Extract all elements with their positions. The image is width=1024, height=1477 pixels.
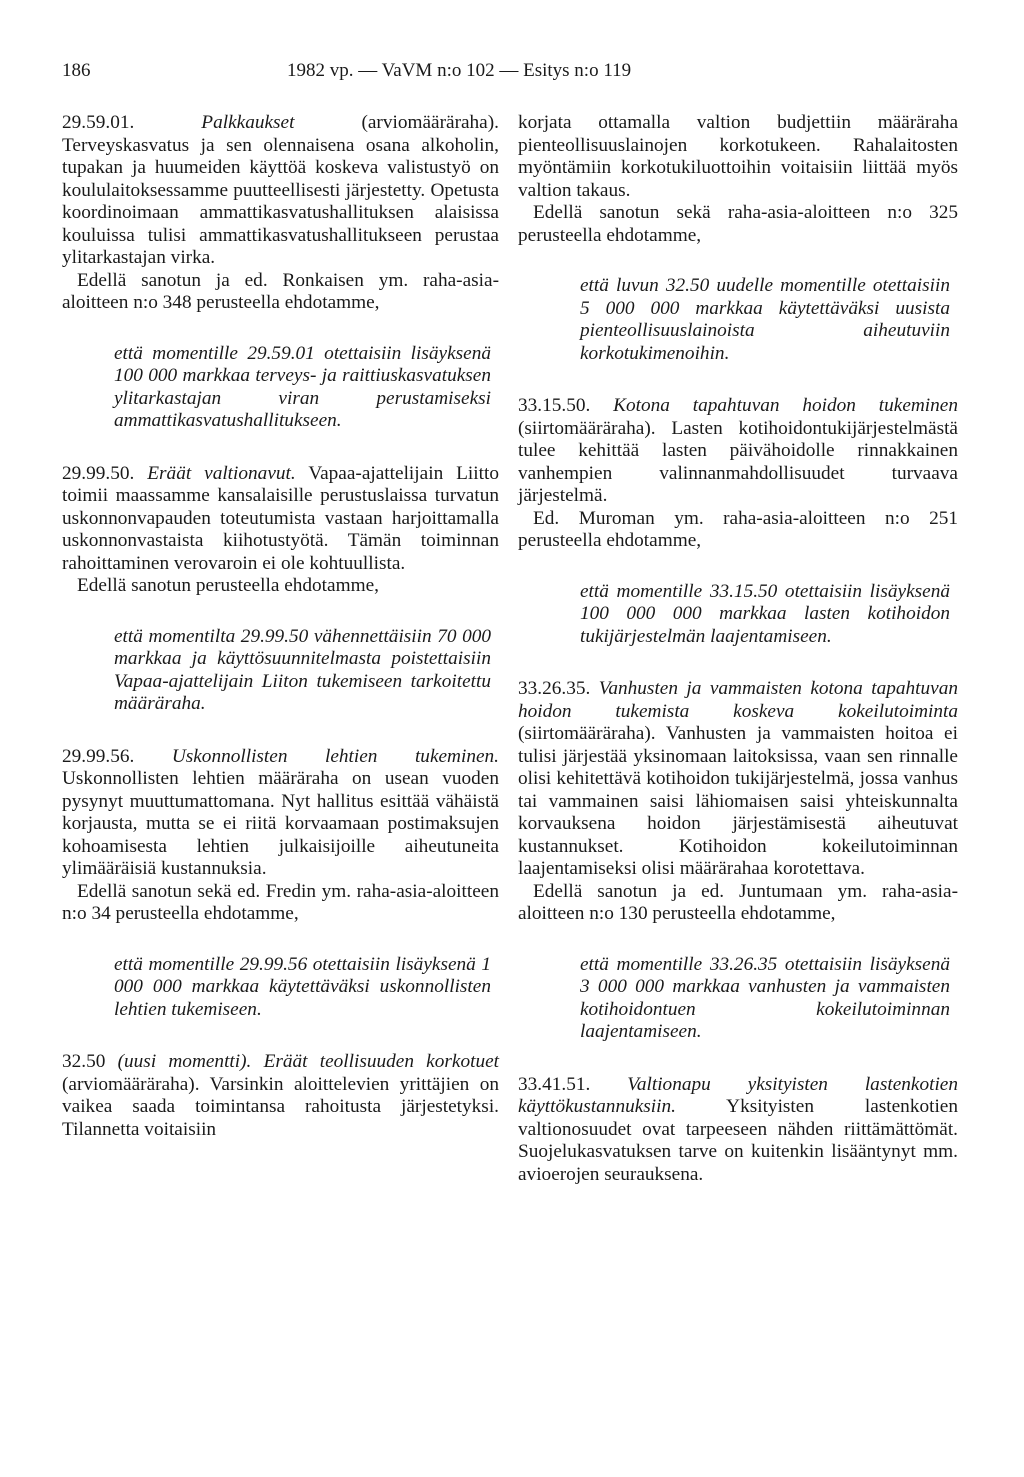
section-33-41-51 [518, 1074, 958, 1187]
item-type: (siirtomääräraha). [518, 723, 656, 744]
item-title: Uskonnollisten lehtien tukeminen. [171, 745, 499, 767]
item-code: 33.26.35. [518, 678, 591, 699]
section-29-99-56 [62, 746, 499, 881]
section-29-99-50 [62, 463, 499, 576]
right-column [518, 112, 958, 1186]
proposal-text: että momentille 29.59.01 otettaisiin lisäyksenä 100 000 markkaa terveys- ja raittiuskasvatuksen ylitarkastajan viran perustamiseksi ammattikasvatushallitukseen. [114, 342, 491, 431]
item-text: Vapaa-ajattelijain Liitto toimii maassamme kansalaisille perustuslaissa turvatun uskonnonvapauden toteutumista vastaan harjoittamalla uskonnonvastaista kiihotustyötä. Tämän toiminnan rahoittaminen verovaroin ei ole kohtuullista. [62, 462, 499, 574]
item-type: (arviomääräraha). [62, 1073, 200, 1095]
item-text: Yksityisten lastenkotien valtionosuudet ovat tarpeeseen nähden riittämättömät. Suojelukasvatuksen tarve on kuitenkin lisääntynyt mm. avioerojen seurauksena. [518, 1096, 959, 1185]
item-code: 33.15.50. [518, 395, 591, 416]
motion-text: Edellä sanotun ja ed. Juntumaan ym. raha-asia-aloitteen n:o 130 perusteella ehdotamme, [518, 880, 958, 924]
item-text: Lasten kotihoidontukijärjestelmästä tulee kehittää lasten päivähoidolle rinnakkainen vanhempien valinnanmahdollisuudet turvaava järjestelmä. [518, 417, 958, 506]
section-32-50 [62, 1051, 499, 1141]
motion-text: Edellä sanotun ja ed. Ronkaisen ym. raha-asia-aloitteen n:o 348 perusteella ehdotamme, [62, 269, 499, 313]
item-type: (siirtomääräraha). [518, 417, 656, 439]
item-title: Palkkaukset [201, 112, 295, 133]
item-title: Valtionapu yksityisten lastenkotien käyttökustannuksiin. [518, 1073, 958, 1117]
item-code: 33.41.51. [518, 1073, 591, 1095]
section-29-59-01 [62, 112, 499, 270]
item-code: 29.59.01. [62, 112, 135, 133]
item-code: 32.50 [62, 1051, 106, 1072]
item-code: 29.99.56. [62, 745, 135, 767]
item-text: Varsinkin aloittelevien yrittäjien on vaikea saada toimintansa rahoitusta järjestetyksi. Tilannetta voitaisiin [62, 1073, 499, 1140]
page-header [62, 60, 962, 90]
section-33-26-35 [518, 678, 958, 881]
item-type: (arviomääräraha). [361, 112, 499, 133]
proposal-text: että momentille 33.26.35 otettaisiin lisäyksenä 3 000 000 markkaa vanhusten ja vammaisten kotihoidontuen kokeilutoiminnan laajentamiseen. [580, 953, 950, 1042]
section-32-50-continued: korjata ottamalla valtion budjettiin määräraha pienteollisuuslainojen korkotukeen. Rahalaitosten myöntämiin korkotukiluottoihin voitaisiin liittää myös valtion takaus. [518, 112, 958, 201]
item-text: Uskonnollisten lehtien määräraha on usean vuoden pysynyt muuttumattomana. Nyt hallitus esittää vähäistä korjausta, mutta se ei riitä korvaamaan postimaksujen kohoamisesta lehtien julkaisijoille aiheutuneita ylimääräisiä kustannuksia. [62, 768, 499, 879]
item-text: Terveyskasvatus ja sen olennaisena osana alkoholin, tupakan ja huumeiden käyttöä koskeva valistustyö on koululaitoksessamme puutteellisesti järjestetty. Opetusta koordinoimaan ammattikasvatushallituksen alaisissa kouluissa tulisi ammattikasvatushallitukseen perustaa ylitarkastajan virka. [62, 134, 499, 268]
item-title: Kotona tapahtuvan hoidon tukeminen [613, 395, 958, 416]
proposal-text: että momentilta 29.99.50 vähennettäisiin 70 000 markkaa ja käyttösuunnitelmasta poistettaisiin Vapaa-ajattelijain Liiton tukemiseen tarkoitettu määräraha. [114, 625, 491, 714]
motion-text: Edellä sanotun perusteella ehdotamme, [77, 575, 379, 596]
motion-text: Ed. Muroman ym. raha-asia-aloitteen n:o 251 perusteella ehdotamme, [518, 507, 958, 551]
item-title: (uusi momentti). Eräät teollisuuden korkotuet [117, 1051, 499, 1072]
item-text: Vanhusten ja vammaisten hoitoa ei tulisi järjestää yksinomaan laitoksissa, vaan sen rinnalle olisi kehitettävä kotihoidon tukijärjestelmä, jossa vanhus tai vammainen saisi lähiomaisen saisi yhteiskunnalta korvauksena hoidon järjestämisestä aiheutuvat kustannukset. Kotihoidon kokeilutoiminnan laajentamiseksi olisi määrärahaa korotettava. [518, 723, 958, 879]
proposal-text: että momentille 33.15.50 otettaisiin lisäyksenä 100 000 000 markkaa lasten kotihoidon tukijärjestelmän laajentamiseen. [580, 580, 950, 647]
motion-text: Edellä sanotun sekä ed. Fredin ym. raha-asia-aloitteen n:o 34 perusteella ehdotamme, [62, 880, 499, 924]
proposal-text: että momentille 29.99.56 otettaisiin lisäyksenä 1 000 000 markkaa käytettäväksi uskonnollisten lehtien tukemiseen. [114, 953, 491, 1020]
item-title: Eräät valtionavut. [147, 462, 296, 484]
item-title: Vanhusten ja vammaisten kotona tapahtuvan hoidon tukemista koskeva kokeilutoiminta [518, 678, 958, 722]
item-code: 29.99.50. [62, 462, 135, 484]
running-title: 1982 vp. — VaVM n:o 102 — Esitys n:o 119 [287, 60, 632, 81]
left-column [62, 112, 499, 1141]
motion-text: Edellä sanotun sekä raha-asia-aloitteen n:o 325 perusteella ehdotamme, [518, 202, 958, 246]
proposal-text: että luvun 32.50 uudelle momentille otettaisiin 5 000 000 markkaa käytettäväksi uusista pienteollisuuslainoista aiheutuviin korkotukimenoihin. [580, 275, 950, 364]
page-number: 186 [62, 60, 91, 81]
section-33-15-50 [518, 395, 958, 508]
